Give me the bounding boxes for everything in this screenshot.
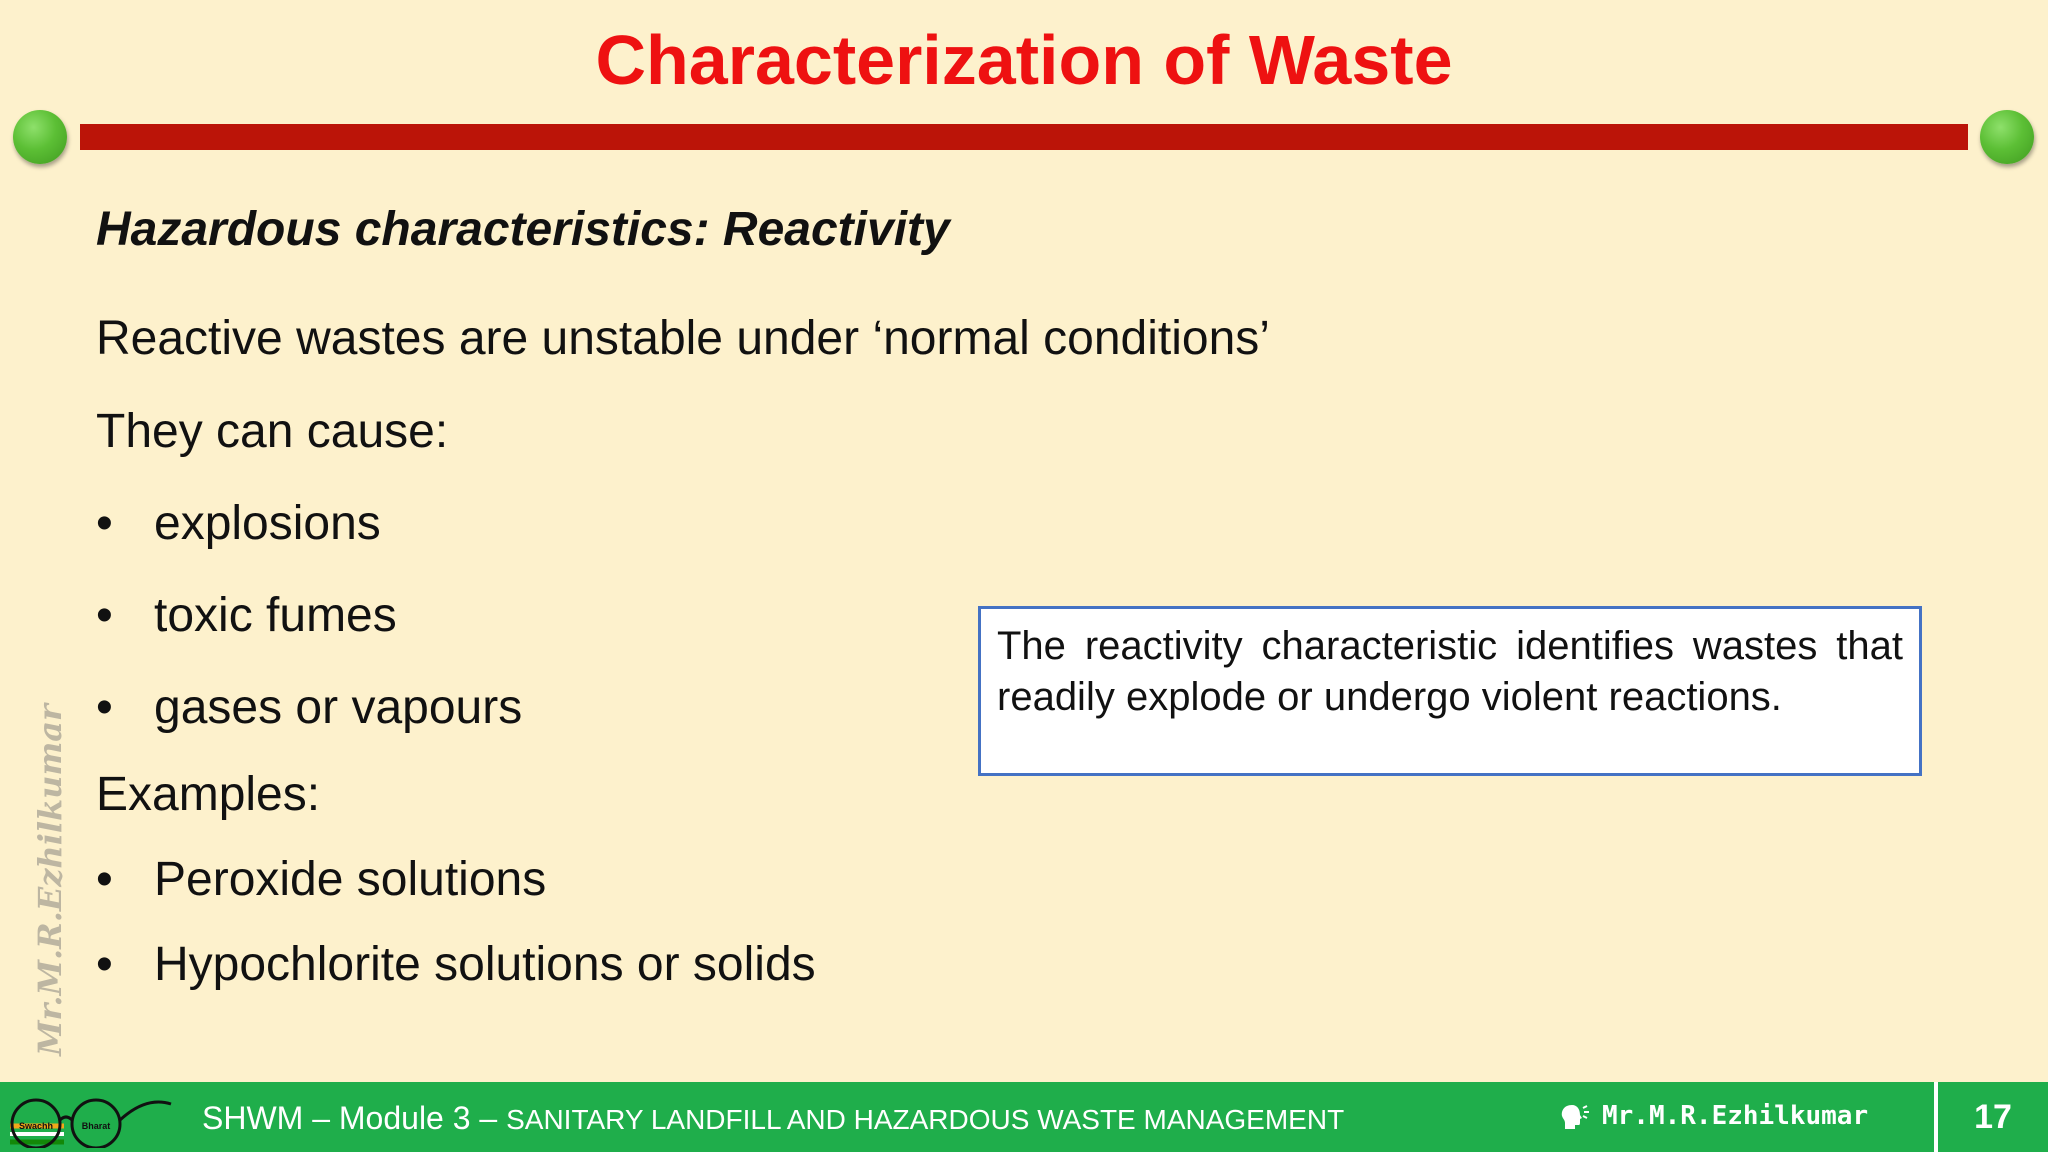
- bullet-marker: •: [96, 497, 113, 550]
- slide-title: Characterization of Waste: [595, 21, 1453, 99]
- footer-module-title: [202, 1098, 1344, 1140]
- list-item-text: explosions: [154, 497, 381, 550]
- person-head-icon: [1560, 1103, 1590, 1131]
- footer-module-prefix: SHWM – Module 3 –: [202, 1100, 507, 1136]
- author-name: Mr.M.R.Ezhilkumar: [1602, 1101, 1869, 1131]
- list-item: [96, 678, 522, 738]
- causes-label: They can cause:: [96, 405, 449, 458]
- section-subheading: Hazardous characteristics: Reactivity: [96, 203, 950, 256]
- title-underline-bar: [80, 124, 1968, 150]
- list-item-text: Hypochlorite solutions or solids: [154, 938, 816, 991]
- bullet-marker: •: [96, 938, 113, 991]
- list-item-text: gases or vapours: [154, 681, 523, 734]
- logo-text-left: Swachh: [18, 1121, 54, 1131]
- definition-callout-box: The reactivity characteristic identifies wastes that readily explode or undergo violent reactions.: [978, 606, 1922, 776]
- list-item: [96, 935, 816, 995]
- footer-author: [1560, 1098, 1868, 1134]
- author-watermark: Mr.M.R.Ezhilkumar: [31, 704, 69, 1056]
- bullet-marker: •: [96, 853, 113, 906]
- examples-label: Examples:: [96, 768, 321, 821]
- swachh-bharat-glasses-logo: [6, 1086, 176, 1148]
- list-item: [96, 494, 381, 554]
- list-item-text: Peroxide solutions: [154, 853, 547, 906]
- list-item: [96, 586, 397, 646]
- bullet-marker: •: [96, 589, 113, 642]
- footer-module-name: SANITARY LANDFILL AND HAZARDOUS WASTE MANAGEMENT: [506, 1104, 1345, 1135]
- page-number: 17: [1974, 1098, 2012, 1136]
- green-sphere-icon: [13, 110, 67, 164]
- logo-text-right: Bharat: [81, 1121, 111, 1131]
- footer-bar: [0, 1082, 2048, 1152]
- green-sphere-icon: [1980, 110, 2034, 164]
- list-item-text: toxic fumes: [154, 589, 397, 642]
- intro-text: Reactive wastes are unstable under ‘normal conditions’: [96, 312, 1270, 365]
- bullet-marker: •: [96, 681, 113, 734]
- list-item: [96, 850, 546, 910]
